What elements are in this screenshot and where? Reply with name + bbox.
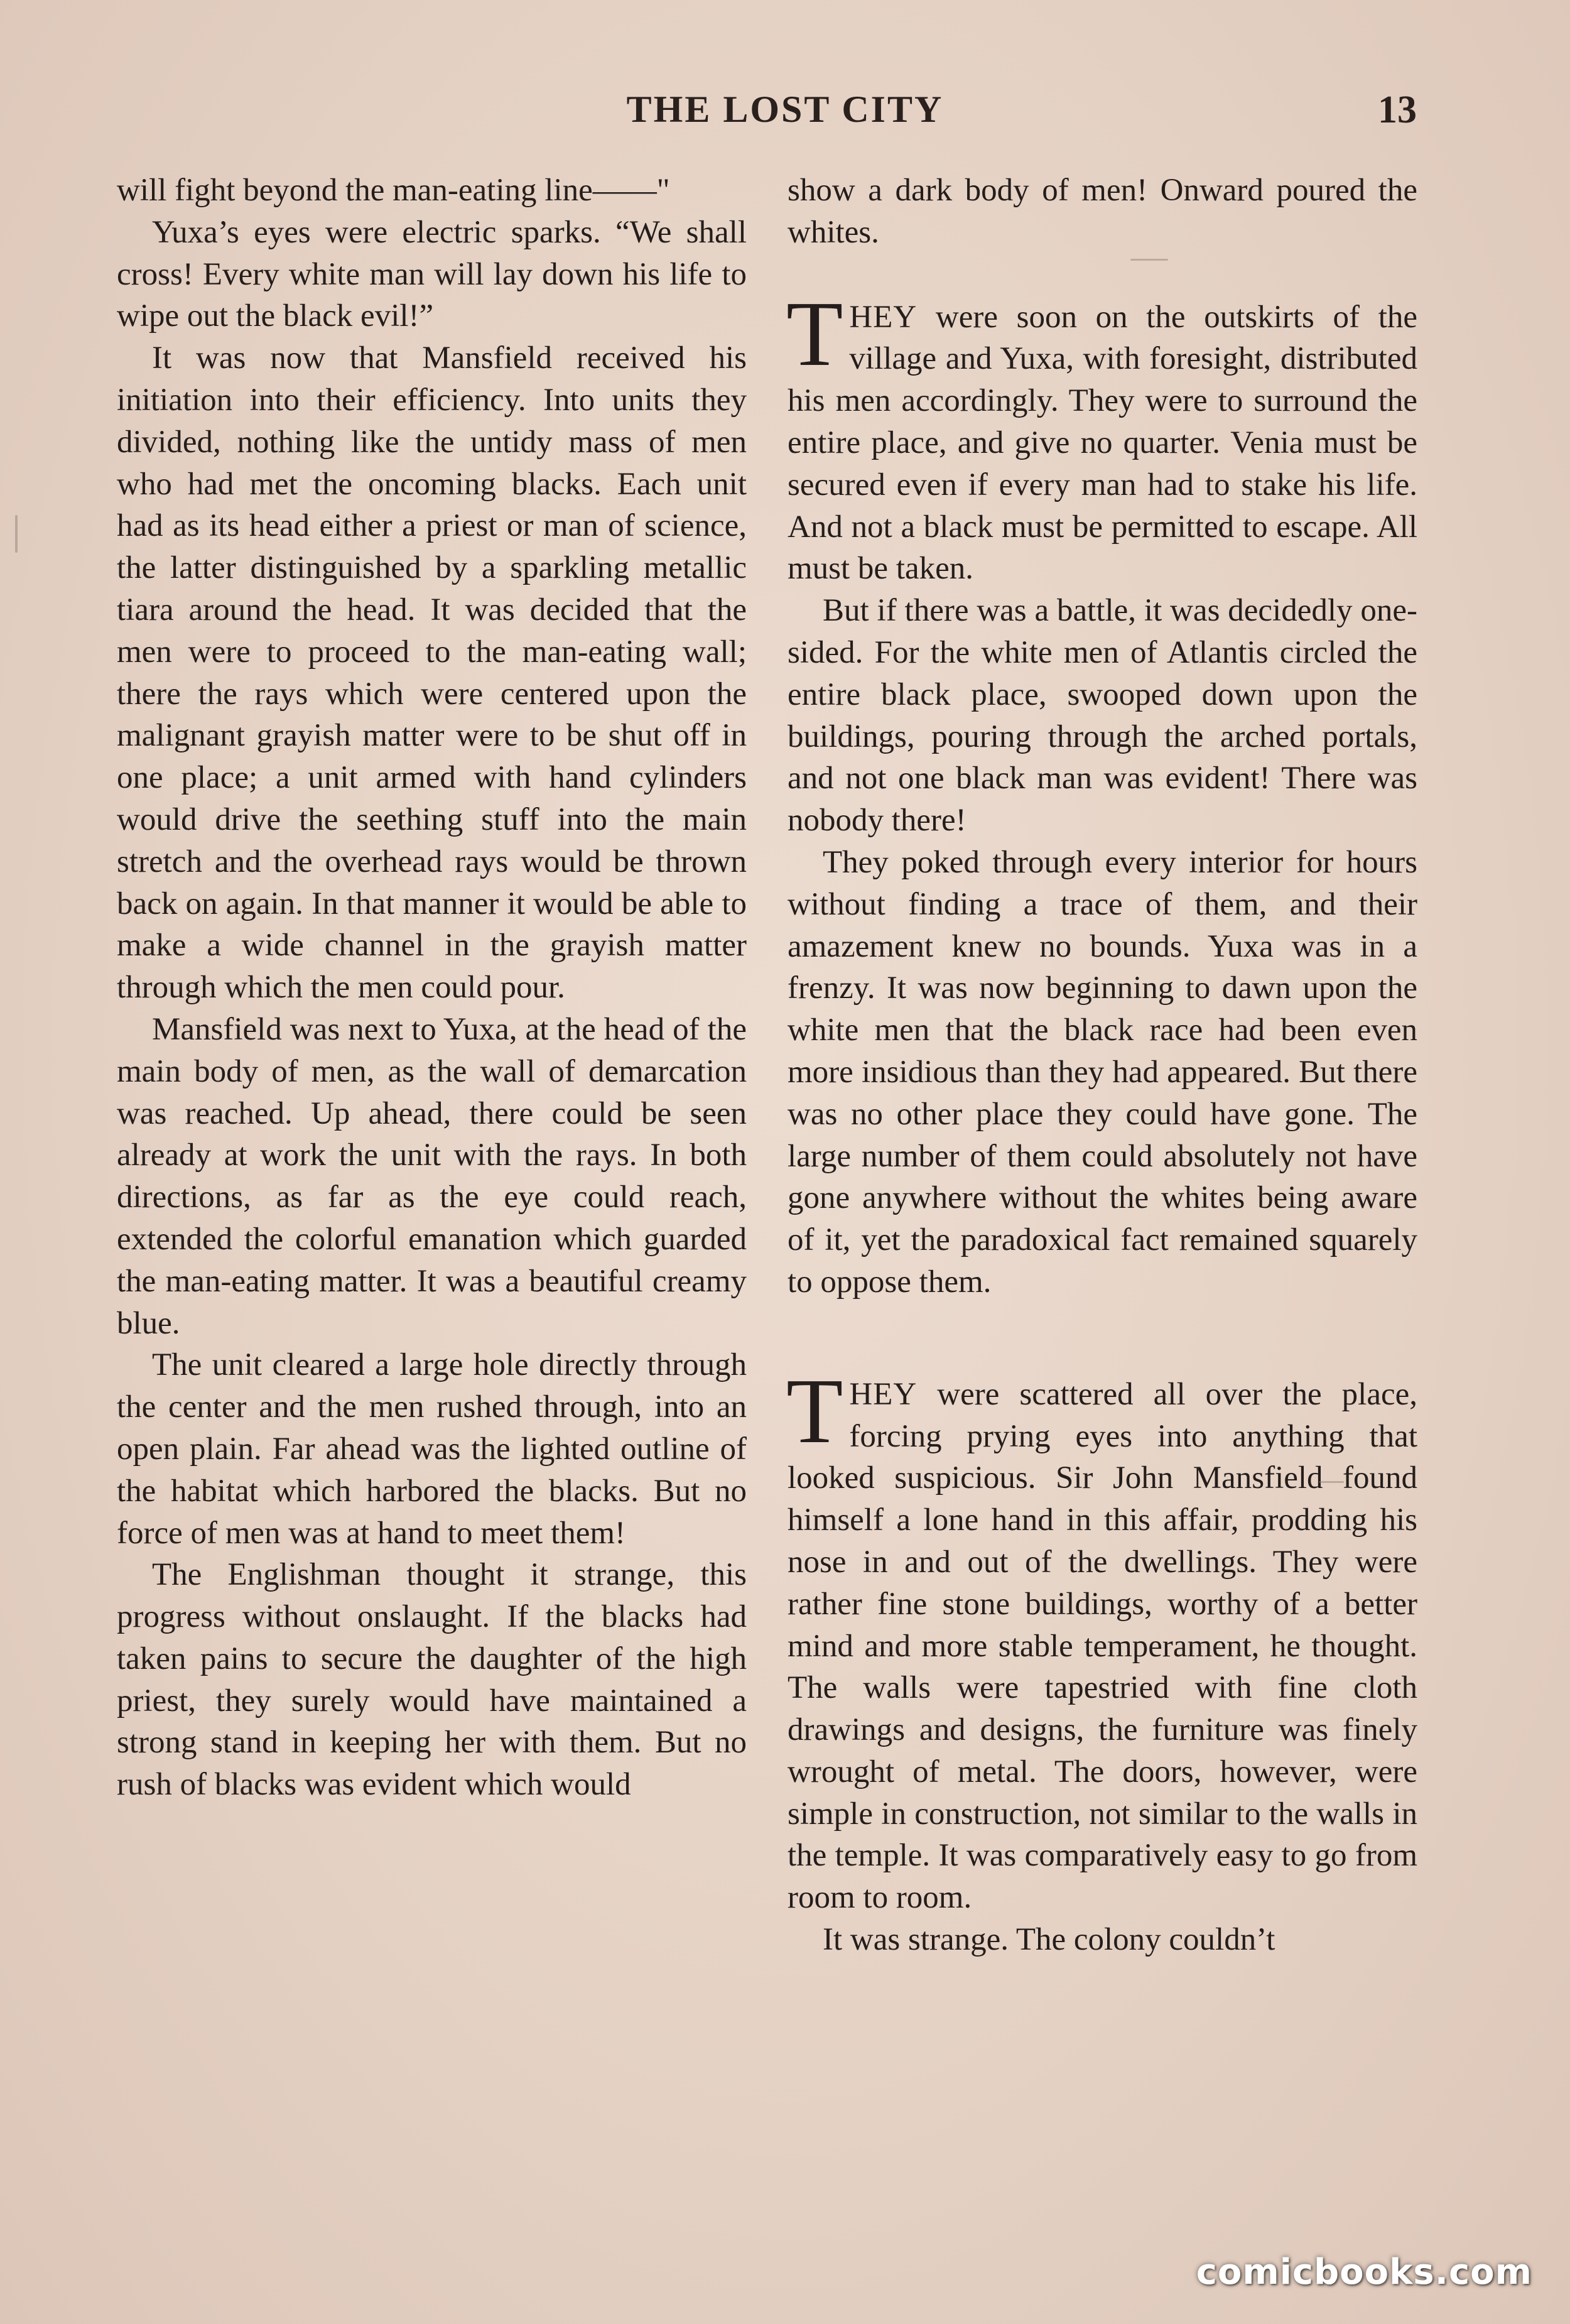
drop-cap: T — [786, 282, 843, 386]
running-title: THE LOST CITY — [626, 89, 944, 130]
page-number: 13 — [1378, 89, 1417, 131]
right-column — [788, 170, 1417, 1961]
paragraph: It was strange. The colony couldn’t — [823, 1922, 1275, 1958]
paper-speck — [15, 515, 18, 553]
paper-speck — [1319, 1481, 1344, 1483]
paragraph: Yuxa’s eyes were electric sparks. “We shall cross! Every white man will lay down his life to wipe out the black evil!” — [117, 214, 747, 334]
paragraph: They poked through every interior for hours without finding a trace of them, and their amazement knew no bounds. Yuxa was in a frenzy. It was now beginning to dawn upon the white men that the black race had been even more insidious than they had appeared. But there was no other place they could have gone. The large number of them could absolutely not have gone anywhere without the whites being aware of it, yet the paradoxical fact remained squarely to oppose them. — [788, 844, 1417, 1300]
small-caps-lead: HEY — [849, 1376, 918, 1412]
drop-cap: T — [786, 1359, 843, 1463]
running-header — [0, 88, 1570, 151]
paper-speck — [1130, 259, 1168, 261]
section-opening-paragraph — [786, 1359, 1417, 1919]
paragraph-text: were soon on the outskirts of the village and Yuxa, with foresight, distributed his men accordingly. They were to surround the entire place, and give no quarter. Venia must be secured even if every man had to stake his life. And not a black must be permitted to escape. All must be taken. — [788, 299, 1417, 587]
paragraph: The Englishman thought it strange, this progress without onslaught. If the blacks had taken pains to secure the daughter of the high priest, they surely would have maintained a strong stand in keeping her with them. But no rush of blacks was evident which would — [117, 1557, 747, 1803]
paragraph: will fight beyond the man-eating line——" — [117, 173, 670, 208]
watermark: comicbooks.com — [1196, 2252, 1532, 2293]
left-column — [117, 170, 747, 1806]
paragraph: Mansfield was next to Yuxa, at the head of the main body of men, as the wall of demarcation was reached. Up ahead, there could be seen already at work the unit with the rays. In both directions, as far as the eye could reach, extended the colorful emanation which guarded the man-eating matter. It was a beautiful creamy blue. — [117, 1011, 747, 1341]
paragraph: show a dark body of men! Onward poured the whites. — [788, 173, 1417, 250]
section-opening-paragraph — [786, 282, 1417, 590]
paragraph-text: were scattered all over the place, forcing prying eyes into anything that looked suspicious. Sir John Mansfield found himself a lone hand in this affair, prodding his nose in and out of the dwellings. They were rather fine stone buildings, worthy of a better mind and more stable temperament, he thought. The walls were tapestried with fine cloth drawings and designs, the furniture was finely wrought of metal. The doors, however, were simple in construction, not similar to the walls in the temple. It was comparatively easy to go from room to room. — [788, 1376, 1417, 1916]
paragraph: The unit cleared a large hole directly through the center and the men rushed through, into an open plain. Far ahead was the lighted outline of the habitat which harbored the blacks. But no force of men was at hand to meet them! — [117, 1347, 747, 1551]
paragraph: But if there was a battle, it was decidedly one-sided. For the white men of Atlantis circled the entire black place, swooped down upon the buildings, pouring through the arched portals, and not one black man was evident! There was nobody there! — [788, 593, 1417, 839]
small-caps-lead: HEY — [849, 299, 918, 335]
paragraph: It was now that Mansfield received his initiation into their efficiency. Into units they divided, nothing like the untidy mass of men who had met the oncoming blacks. Each unit had as its head either a priest or man of science, the latter distinguished by a sparkling metallic tiara around the head. It was decided that the men were to proceed to the man-eating wall; there the rays which were centered upon the malignant grayish matter were to be shut off in one place; a unit armed with hand cylinders would drive the seething stuff into the main stretch and the overhead rays would be thrown back on again. In that manner it would be able to make a wide channel in the grayish matter through which the men could pour. — [117, 340, 747, 1006]
